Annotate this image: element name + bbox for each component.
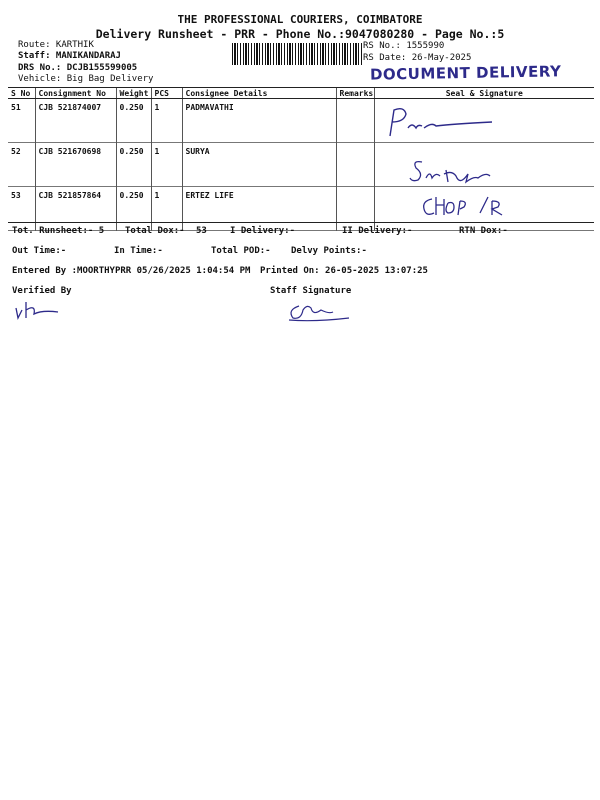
cell-remarks — [336, 143, 374, 187]
i-delivery-label: I Delivery:- — [230, 226, 296, 236]
staff-signature — [285, 298, 355, 324]
barcode — [232, 43, 362, 65]
staff-label: Staff: MANIKANDARAJ — [18, 51, 121, 61]
drs-number: DRS No.: DCJB155599005 — [18, 63, 138, 73]
signature-row-51 — [382, 102, 502, 142]
cell-sno: 51 — [11, 103, 21, 112]
verified-by-label: Verified By — [12, 286, 72, 296]
col-header-weight: Weight — [116, 88, 151, 99]
cell-consignee: PADMAVATHI — [182, 99, 336, 143]
cell-sno: 53 — [11, 191, 21, 200]
verified-by-signature — [12, 298, 72, 322]
cell-pcs: 1 — [151, 99, 182, 143]
cell-consignee: SURYA — [182, 143, 336, 187]
rtn-dox-label: RTN Dox:- — [459, 226, 508, 236]
col-header-remarks: Remarks — [336, 88, 374, 99]
vehicle-label: Vehicle: Big Bag Delivery — [18, 74, 154, 84]
rs-date: RS Date: 26-May-2025 — [363, 53, 472, 63]
route-label: Route: KARTHIK — [18, 40, 94, 50]
total-dox-label: Total Dox:- — [125, 226, 185, 236]
entered-by: Entered By :MOORTHYPRR 05/26/2025 1:04:54 PM — [12, 266, 251, 276]
col-header-seal-signature: Seal & Signature — [374, 88, 594, 99]
signature-row-52 — [408, 152, 528, 188]
cell-consignment: CJB 521874007 — [35, 99, 116, 143]
cell-consignee: ERTEZ LIFE — [182, 187, 336, 231]
in-time-label: In Time:- — [114, 246, 163, 256]
cell-pcs: 1 — [151, 187, 182, 231]
document-delivery-stamp: DOCUMENT DELIVERY — [369, 62, 562, 84]
cell-weight: 0.250 — [116, 143, 151, 187]
printed-on: Printed On: 26-05-2025 13:07:25 — [260, 266, 428, 276]
cell-weight: 0.250 — [116, 99, 151, 143]
total-runsheet: Tot. Runsheet:- 5 — [12, 226, 105, 236]
col-header-consignee: Consignee Details — [182, 88, 336, 99]
table-header-row — [8, 88, 594, 99]
ii-delivery-label: II Delivery:- — [342, 226, 413, 236]
col-header-pcs: PCS — [151, 88, 182, 99]
out-time-label: Out Time:- — [12, 246, 67, 256]
staff-signature-label: Staff Signature — [270, 286, 352, 296]
cell-weight: 0.250 — [116, 187, 151, 231]
cell-remarks — [336, 187, 374, 231]
total-pod-label: Total POD:- — [211, 246, 271, 256]
col-header-sno: S No — [8, 88, 35, 99]
runsheet-subtitle: Delivery Runsheet - PRR - Phone No.:9047080280 - Page No.:5 — [95, 27, 505, 41]
delvy-points-label: Delvy Points:- — [291, 246, 367, 256]
company-title: THE PROFESSIONAL COURIERS, COIMBATORE — [177, 13, 423, 26]
table-row — [8, 99, 594, 143]
cell-consignment: CJB 521670698 — [35, 143, 116, 187]
total-dox-value: 53 — [196, 226, 207, 236]
cell-remarks — [336, 99, 374, 143]
signature-row-53 — [420, 193, 530, 223]
rs-number: RS No.: 1555990 — [363, 41, 445, 51]
col-header-consignment: Consignment No — [35, 88, 116, 99]
cell-pcs: 1 — [151, 143, 182, 187]
cell-sno: 52 — [11, 147, 21, 156]
cell-consignment: CJB 521857864 — [35, 187, 116, 231]
